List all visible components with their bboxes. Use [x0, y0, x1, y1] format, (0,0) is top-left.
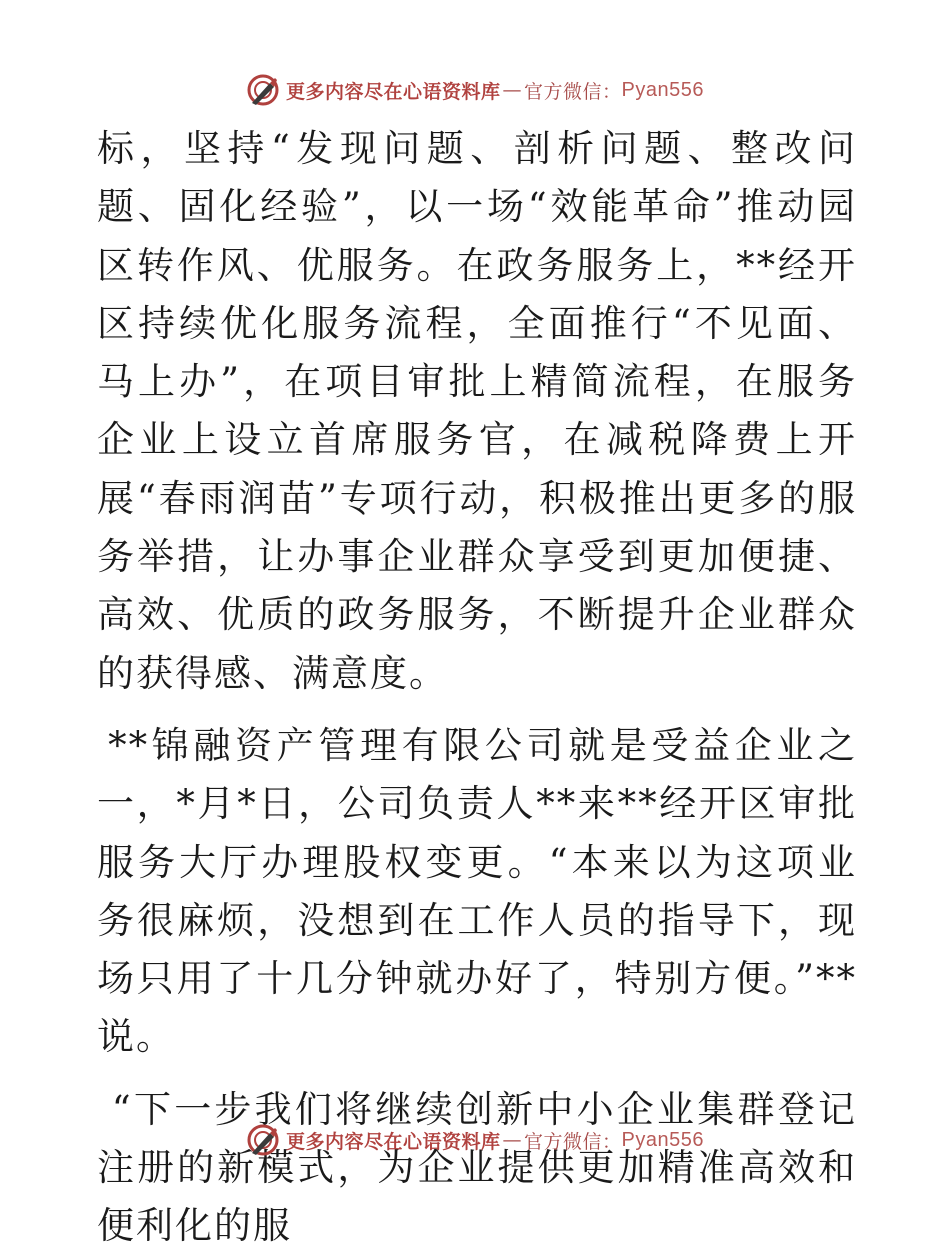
watermark-separator: — [502, 79, 523, 101]
watermark-wechat-handle: Pyan556 [621, 1128, 704, 1151]
watermark-main-text: 更多内容尽在心语资料库 [286, 80, 501, 103]
watermark-main-text: 更多内容尽在心语资料库 [286, 1130, 501, 1153]
paragraph-1: 标，坚持“发现问题、剖析问题、整改问题、固化经验”，以一场“效能革命”推动园区转作风、优服务。在政务服务上，**经开区持续优化服务流程，全面推行“不见面、马上办”，在项目审批上精简流程，在服务企业上设立首席服务官，在减税降费上开展“春雨润苗”专项行动，积极推出更多的服务举措，让办事企业群众享受到更加便捷、高效、优质的政务服务，不断提升企业群众的获得感、满意度。 [97, 127, 857, 695]
watermark-wechat-label: 官方微信： [524, 80, 622, 103]
pen-logo-icon [246, 73, 280, 107]
document-body [97, 120, 857, 1256]
pen-logo-icon [246, 1123, 280, 1157]
header-watermark [0, 70, 950, 110]
paragraph-2: **锦融资产管理有限公司就是受益企业之一，*月*日，公司负责人**来**经开区审批服务大厅办理股权变更。“本来以为这项业务很麻烦，没想到在工作人员的指导下，现场只用了十几分钟就办好了，特别方便。”**说。 [97, 723, 857, 1059]
watermark-separator: — [502, 1129, 523, 1151]
watermark-wechat-handle: Pyan556 [621, 78, 704, 101]
footer-watermark [0, 1120, 950, 1160]
paragraph-3: “下一步我们将继续创新中小企业集群登记注册的新模式，为企业提供更加精准高效和便利化的服 [97, 1087, 857, 1248]
watermark-wechat-label: 官方微信： [524, 1130, 622, 1153]
